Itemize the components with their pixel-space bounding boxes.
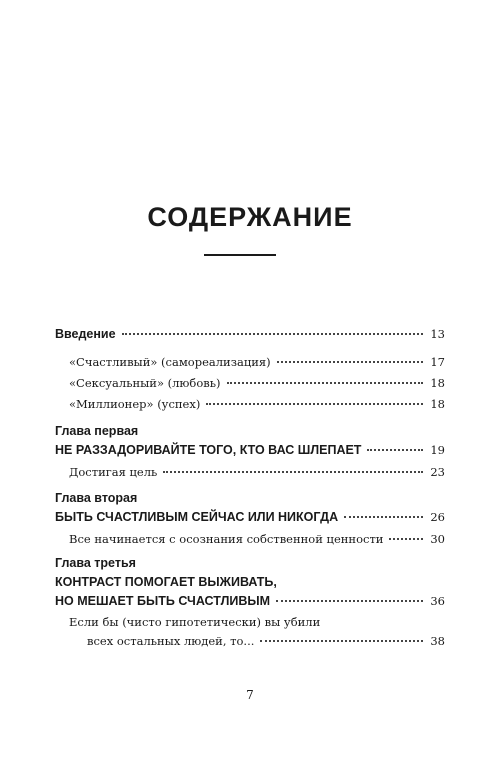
toc-entry-label: Достигая цель: [69, 465, 158, 479]
toc-entry[interactable]: [55, 464, 445, 480]
page-ref: 19: [430, 443, 445, 457]
dot-leader: [389, 538, 423, 540]
toc-entry[interactable]: [55, 531, 445, 547]
page-ref: 18: [430, 397, 445, 411]
page-ref: 13: [430, 327, 445, 341]
dot-leader: [276, 600, 423, 602]
page-ref: 23: [430, 465, 445, 479]
title-divider: [204, 254, 276, 256]
page-number: 7: [246, 688, 254, 702]
chapter-title-line: КОНТРАСТ ПОМОГАЕТ ВЫЖИВАТЬ,: [55, 575, 277, 589]
toc-entry-label: Все начинается с осознания собственной ценности: [69, 532, 384, 546]
toc-entry-label: «Сексуальный» (любовь): [69, 376, 221, 390]
chapter-label: Глава первая: [55, 424, 139, 438]
page-ref: 38: [430, 634, 445, 648]
toc-entry-chapter-1[interactable]: [55, 442, 445, 458]
toc-entry-label: «Миллионер» (успех): [69, 397, 201, 411]
dot-leader: [206, 403, 423, 405]
page-title: СОДЕРЖАНИЕ: [147, 202, 353, 232]
toc-entry-chapter-2[interactable]: [55, 509, 445, 525]
dot-leader: [277, 361, 423, 363]
chapter-label: Глава третья: [55, 556, 136, 570]
toc-entry[interactable]: [55, 354, 445, 370]
toc-entry-intro[interactable]: [55, 326, 445, 342]
dot-leader: [344, 516, 423, 518]
toc-entry-chapter-3[interactable]: [55, 593, 445, 609]
toc-entry-label-line: Если бы (чисто гипотетически) вы убили: [69, 615, 321, 629]
toc-entry[interactable]: [55, 375, 445, 391]
page-ref: 18: [430, 376, 445, 390]
dot-leader: [260, 640, 423, 642]
chapter-title: НЕ РАЗЗАДОРИВАЙТЕ ТОГО, КТО ВАС ШЛЕПАЕТ: [55, 443, 362, 457]
page-ref: 26: [430, 510, 445, 524]
dot-leader: [122, 333, 423, 335]
chapter-title: БЫТЬ СЧАСТЛИВЫМ СЕЙЧАС ИЛИ НИКОГДА: [55, 510, 339, 524]
page-ref: 36: [430, 594, 445, 608]
toc-entry-label: Введение: [55, 327, 116, 341]
dot-leader: [163, 471, 423, 473]
chapter-label: Глава вторая: [55, 491, 138, 505]
toc-entry[interactable]: [55, 396, 445, 412]
page-ref: 17: [430, 355, 445, 369]
chapter-title: НО МЕШАЕТ БЫТЬ СЧАСТЛИВЫМ: [55, 594, 271, 608]
page-ref: 30: [430, 532, 445, 546]
toc-entry-label: «Счастливый» (самореализация): [69, 355, 271, 369]
toc-entry-label: всех остальных людей, то...: [87, 634, 255, 648]
dot-leader: [227, 382, 423, 384]
dot-leader: [367, 449, 423, 451]
toc-entry[interactable]: [55, 633, 445, 649]
